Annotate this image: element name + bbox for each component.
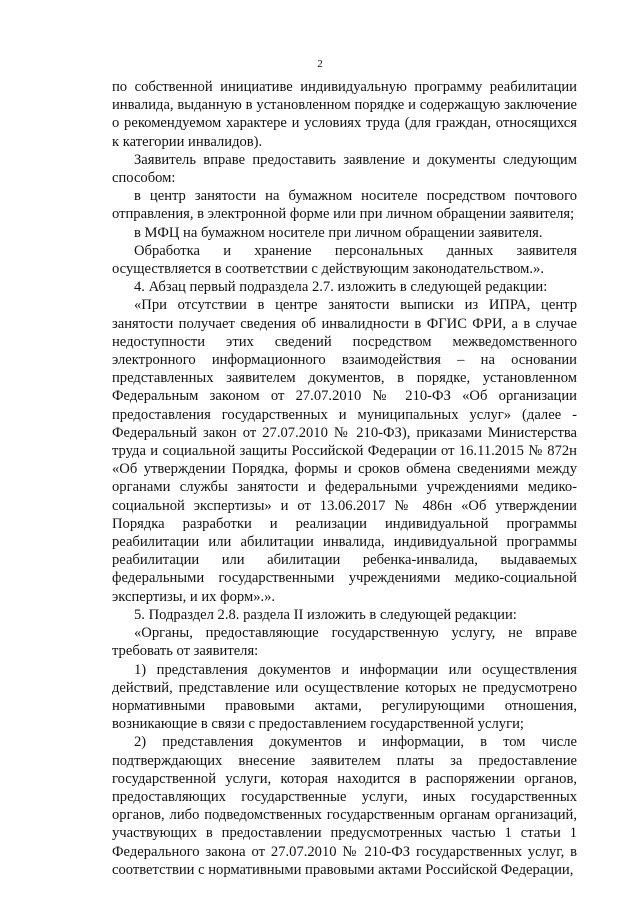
paragraph-ipra: «При отсутствии в центре занятости выписки из ИПРА, центр занятости получает сведения об инвалидности в ФГИС ФРИ, а в случае недоступности этих сведений посредством межведомственного электронного информационного взаимодействия – на основании представленных заявителем документов, в порядке, установленном Федеральным законом от 27.07.2010 № 210-ФЗ «Об организации предоставления государственных и муниципальных услуг» (далее - Федеральный закон от 27.07.2010 № 210-ФЗ), приказами Министерства труда и социальной защиты Российской Федерации от 16.11.2015 № 872н «Об утверждении Порядка, формы и сроков обмена сведениями между органами службы занятости и федеральными учреждениями медико-социальной экспертизы» и от 13.06.2017 № 486н «Об утверждении Порядка разработки и реализации индивидуальной программы реабилитации или абилитации инвалида, индивидуальной программы реабилитации или абилитации ребенка-инвалида, выдаваемых федеральными государственными учреждениями медико-социальной экспертизы, и их форм».». xyxy=(112,297,577,605)
paragraph-authorities: «Органы, предоставляющие государственную услугу, не вправе требовать от заявителя: xyxy=(112,625,577,660)
paragraph-subitem-2: 2) представления документов и информации, в том числе подтверждающих внесение заявителем платы за предоставление государственной услуги, которая находится в распоряжении органов, предоставляющих государственные услуги, иных государственных органов, либо подведомственных государственным органам организаций, участвующих в предоставлении предусмотренных частью 1 статьи 1 Федерального закона от 27.07.2010 № 210-ФЗ государственных услуг, в соответствии с нормативными правовыми актами Российской Федерации, xyxy=(112,734,577,878)
paragraph-subitem-1: 1) представления документов и информации или осуществления действий, представление или осуществление которых не предусмотрено нормативными правовыми актами, регулирующими отношения, возникающие в связи с предоставлением государственной услуги; xyxy=(112,661,577,733)
paragraph-item-5: 5. Подраздел 2.8. раздела II изложить в следующей редакции: xyxy=(134,606,517,623)
paragraph-submission-method: Заявитель вправе предоставить заявление и документы следующим способом: xyxy=(112,151,577,187)
document-body xyxy=(112,78,577,879)
paragraph-mfc: в МФЦ на бумажном носителе при личном обращении заявителя. xyxy=(134,224,543,241)
paragraph-continuation: по собственной инициативе индивидуальную программу реабилитации инвалида, выданную в установленном порядке и содержащую заключение о рекомендуемом характере и условиях труда (для граждан, относящихся к категории инвалидов). xyxy=(112,79,577,150)
paragraph-item-4: 4. Абзац первый подраздела 2.7. изложить в следующей редакции: xyxy=(134,279,548,296)
page-number: 2 xyxy=(317,58,323,70)
paragraph-personal-data: Обработка и хранение персональных данных заявителя осуществляется в соответствии с действующим законодательством.». xyxy=(112,242,577,278)
paragraph-employment-center: в центр занятости на бумажном носителе посредством почтового отправления, в электронной форме или при личном обращении заявителя; xyxy=(112,188,577,223)
